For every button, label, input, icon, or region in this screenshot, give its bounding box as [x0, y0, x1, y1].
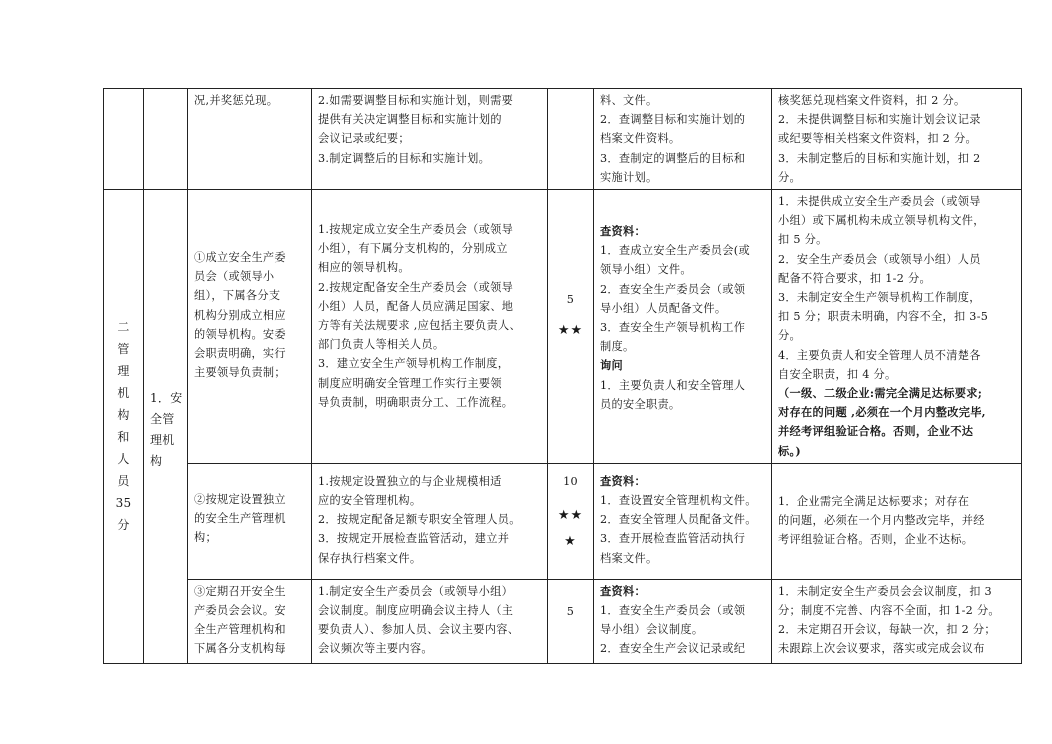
- method-cell: 查资料： 1．查成立安全生产委员会(或 领导小组）文件。 2．查安全生产委员会（或领 导小组）人员配备文件。 3．查安全生产领导机构工作 制度。 询问 1．主要负责人和安全管理人 员的安全职责。: [594, 190, 772, 464]
- method-heading: 查资料：: [600, 224, 646, 239]
- score-cell: [548, 463, 594, 579]
- score-value: 10: [563, 474, 578, 488]
- category-cell: [104, 190, 144, 664]
- score-cell: [548, 190, 594, 464]
- star-rating: ★★: [557, 323, 584, 339]
- standard-table: [103, 88, 1022, 664]
- ask-heading: 询问: [600, 358, 623, 373]
- item-cell: ①成立安全生产委 员会（或领导小 组），下属各分支 机构分别成立相应 的领导机构。安委 会职责明确，实行 主要领导负责制；: [188, 190, 312, 464]
- table-row: [104, 579, 1022, 663]
- subcategory-label: 1．安 全管 理机 构: [150, 391, 183, 469]
- requirement-cell: 2.如需要调整目标和实施计划，则需要 提供有关决定调整目标和实施计划的 会议记录或纪要； 3.制定调整后的目标和实施计划。: [312, 89, 548, 190]
- category-label: 二 管 理 机 构 和 人 员 35 分: [115, 320, 132, 533]
- category-cell-empty: [104, 89, 144, 190]
- requirement-cell: 1.按规定设置独立的与企业规模相适 应的安全管理机构。 2．按规定配备足额专职安全管理人员。 3．按规定开展检查监管活动，建立并 保存执行档案文件。: [312, 463, 548, 579]
- star-rating: ★★ ★: [557, 508, 584, 550]
- item-cell: 况,并奖惩兑现。: [188, 89, 312, 190]
- method-heading: 查资料：: [600, 473, 646, 488]
- subcategory-cell-empty: [144, 89, 188, 190]
- deduction-note: （一级、二级企业:需完全满足达标要求; 对存在的问题 ,必须在一个月内整改完毕, 并经考评组验证合格。否则，企业不达 标。): [778, 386, 986, 458]
- method-cell: 料、文件。 2．查调整目标和实施计划的 档案文件资料。 3．查制定的调整后的目标和 实施计划。: [594, 89, 772, 190]
- method-heading: 查资料：: [600, 583, 646, 598]
- method-cell: 查资料： 1．查设置安全管理机构文件。 2．查安全管理人员配备文件。 3．查开展检查监管活动执行 档案文件。: [594, 463, 772, 579]
- item-cell: ③定期召开安全生 产委员会会议。安 全生产管理机构和 下属各分支机构每: [188, 579, 312, 663]
- requirement-cell: 1.制定安全生产委员会（或领导小组） 会议制度。制度应明确会议主持人（主 要负责人）、参加人员、会议主要内容、 会议频次等主要内容。: [312, 579, 548, 663]
- method-cell: 查资料： 1．查安全生产委员会（或领 导小组）会议制度。 2．查安全生产会议记录或纪: [594, 579, 772, 663]
- score-cell: [548, 89, 594, 190]
- deduction-cell: 1．未制定安全生产委员会会议制度，扣 3 分；制度不完善、内容不全面，扣 1-2 分。 2．未定期召开会议，每缺一次，扣 2 分； 未跟踪上次会议要求，落实或完成会议布: [772, 579, 1022, 663]
- score-cell: [548, 579, 594, 663]
- deduction-cell: 1．企业需完全满足达标要求；对存在 的问题，必须在一个月内整改完毕，并经 考评组验证合格。否则，企业不达标。: [772, 463, 1022, 579]
- subcategory-cell: [144, 190, 188, 664]
- item-cell: ②按规定设置独立 的安全生产管理机 构；: [188, 463, 312, 579]
- table-row: [104, 190, 1022, 464]
- table-row: [104, 463, 1022, 579]
- deduction-cell: 1．未提供成立安全生产委员会（或领导 小组）或下属机构未成立领导机构文件， 扣 5 分。 2．安全生产委员会（或领导小组）人员 配备不符合要求，扣 1-2 分。 3．未制定安全生产领导机构工作制度， 扣 5 分；职责未明确，内容不全，扣 3-5 分。 4．主要负责人和安全管理人员不清楚各 自安全职责，扣 4 分。 （一级、二级企业:需完全满足达标要求; 对存在的问题 ,必须在一个月内整改完毕, 并经考评组验证合格。否则，企业不达 标。): [772, 190, 1022, 464]
- table-row: [104, 89, 1022, 190]
- requirement-cell: 1.按规定成立安全生产委员会（或领导 小组），有下属分支机构的，分别成立 相应的领导机构。 2.按规定配备安全生产委员会（或领导 小组）人员，配备人员应满足国家、地 方等有关法规要求 ,应包括主要负责人、 部门负责人等相关人员。 3．建立安全生产领导机构工作制度， 制度应明确安全管理工作实行主要领 导负责制，明确职责分工、工作流程。: [312, 190, 548, 464]
- score-value: 5: [566, 604, 575, 618]
- deduction-cell: 核奖惩兑现档案文件资料，扣 2 分。 2．未提供调整目标和实施计划会议记录 或纪要等相关档案文件资料，扣 2 分。 3．未制定整后的目标和实施计划，扣 2 分。: [772, 89, 1022, 190]
- score-value: 5: [566, 293, 575, 307]
